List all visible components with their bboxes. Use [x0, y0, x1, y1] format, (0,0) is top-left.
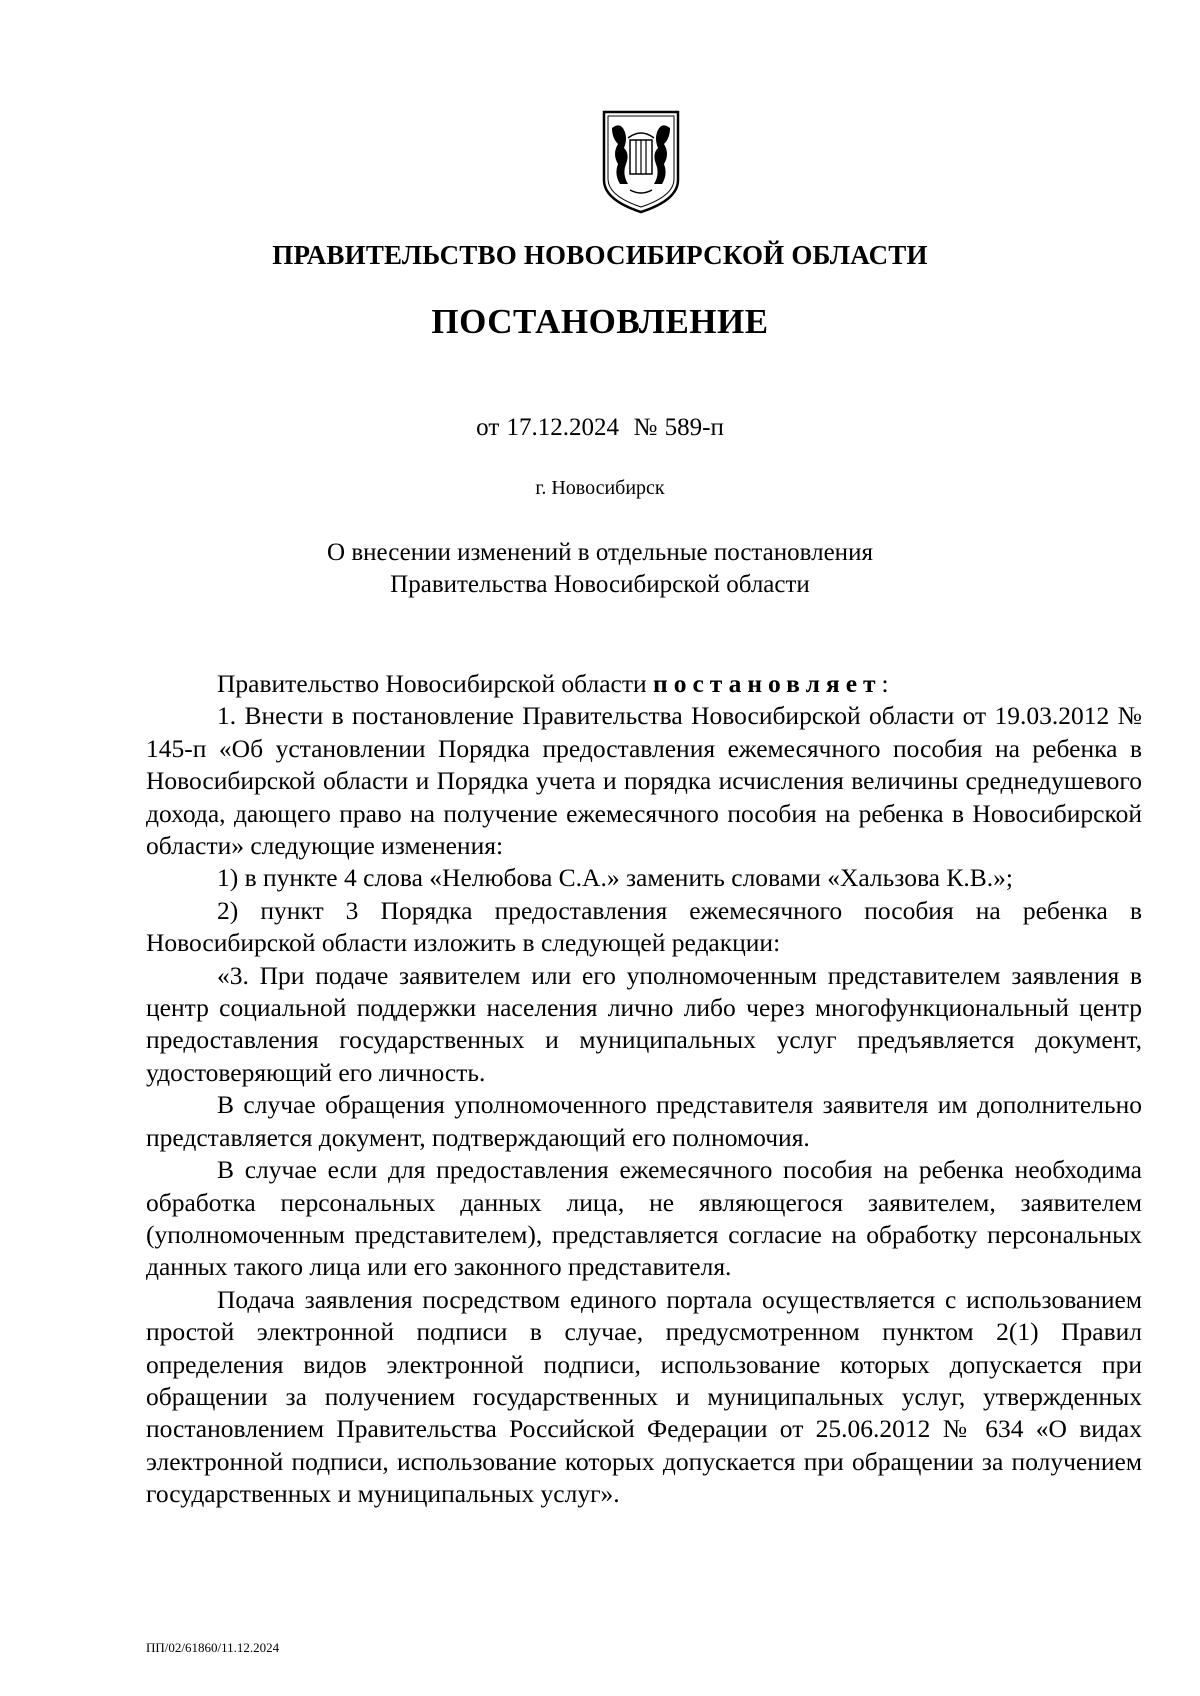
document-body — [146, 668, 1142, 1511]
subject-line-2: Правительства Новосибирской области — [390, 571, 810, 598]
document-city: г. Новосибирск — [535, 477, 665, 499]
coat-of-arms-emblem-icon — [600, 108, 682, 214]
paragraph-portal-submission: Подача заявления посредством единого портала осуществляется с использованием простой электронной подписи в случае, предусмотренном пунктом 2(1) Правил определения видов электронной подписи, использование которых допускается при обращении за получением государственных и муниципальных услуг, утвержденных постановлением Правительства Российской Федерации от 25.06.2012 № 634 «О видах электронной подписи, использование которых допускается при обращении за получением государственных и муниципальных услуг». — [146, 1284, 1142, 1509]
document-subject — [0, 537, 1200, 601]
footer-document-code: ПП/02/61860/11.12.2024 — [146, 1640, 280, 1655]
subject-line-1: О внесении изменений в отдельные постановления — [327, 539, 873, 566]
preamble-paragraph — [146, 668, 1142, 700]
paragraph-representative: В случае обращения уполномоченного представителя заявителя им дополнительно представляется документ, подтверждающий его полномочия. — [146, 1090, 1142, 1152]
preamble-end: : — [881, 669, 889, 698]
paragraph-personal-data: В случае если для предоставления ежемесячного пособия на ребенка необходима обработка персональных данных лица, не являющегося заявителем, заявителем (уполномоченным представителем), представляется согласие на обработку персональных данных такого лица или его законного представителя. — [146, 1155, 1142, 1282]
preamble-lead: Правительство Новосибирской области — [217, 669, 653, 698]
paragraph-subitem-2: 2) пункт 3 Порядка предоставления ежемесячного пособия на ребенка в Новосибирской области изложить в следующей редакции: — [146, 895, 1142, 958]
document-date-number: от 17.12.2024 № 589-п — [476, 414, 724, 441]
preamble-keyword: постановляет — [653, 669, 882, 698]
government-name: ПРАВИТЕЛЬСТВО НОВОСИБИРСКОЙ ОБЛАСТИ — [272, 240, 928, 270]
paragraph-item-1: 1. Внести в постановление Правительства Новосибирской области от 19.03.2012 № 145-п «Об установлении Порядка предоставления ежемесячного пособия на ребенка в Новосибирской области и Порядка учета и порядка исчисления величины среднедушевого дохода, дающего право на получение ежемесячного пособия на ребенка в Новосибирской области» следующие изменения: — [146, 701, 1142, 861]
document-type-title: ПОСТАНОВЛЕНИЕ — [431, 302, 769, 341]
paragraph-point-3: «3. При подаче заявителем или его уполномоченным представителем заявления в центр социальной поддержки населения лично либо через многофункциональный центр предоставления государственных и муниципальных услуг предъявляется документ, удостоверяющий его личность. — [146, 960, 1142, 1087]
paragraph-subitem-1: 1) в пункте 4 слова «Нелюбова С.А.» заменить словами «Хальзова К.В.»; — [217, 863, 1013, 893]
